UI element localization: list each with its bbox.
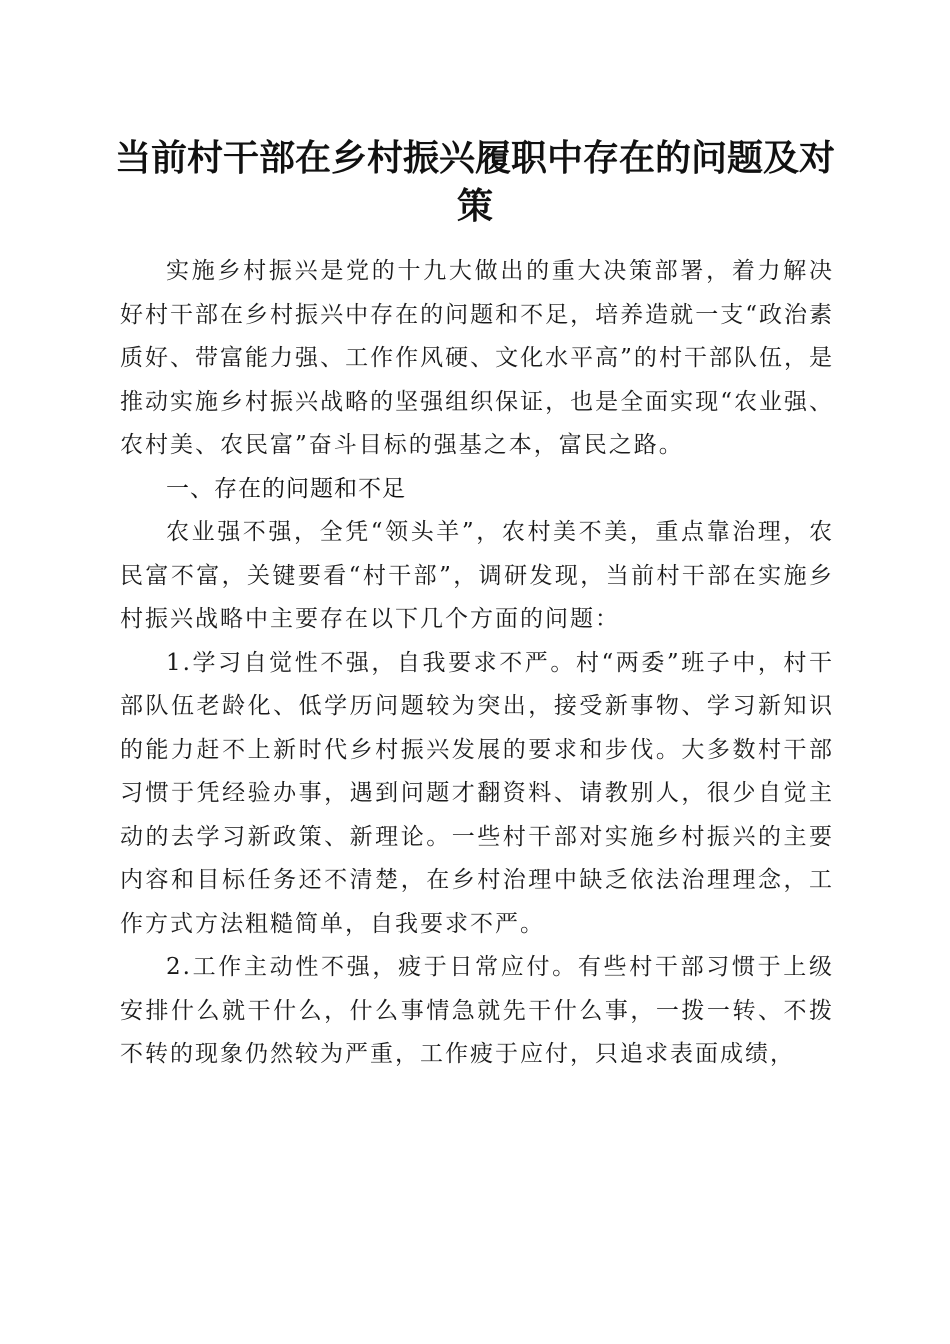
paragraph-item-2: 2.工作主动性不强，疲于日常应付。有些村干部习惯于上级安排什么就干什么，什么事情急就先干什么事，一拨一转、不拨不转的现象仍然较为严重，工作疲于应付，只追求表面成绩，: [120, 954, 834, 1067]
section-heading-problems: 一、存在的问题和不足: [166, 475, 406, 502]
paragraph-item-1: 1.学习自觉性不强，自我要求不严。村“两委”班子中，村干部队伍老龄化、低学历问题较为突出，接受新事物、学习新知识的能力赶不上新时代乡村振兴发展的要求和步伐。大多数村干部习惯于凭经验办事，遇到问题才翻资料、请教别人，很少自觉主动的去学习新政策、新理论。一些村干部对实施乡村振兴的主要内容和目标任务还不清楚，在乡村治理中缺乏依法治理理念，工作方式方法粗糙简单，自我要求不严。: [120, 649, 834, 937]
document-title: 当前村干部在乡村振兴履职中存在的问题及对策: [114, 137, 835, 227]
paragraph-overview: 农业强不强，全凭“领头羊”，农村美不美，重点靠治理，农民富不富，关键要看“村干部”，调研发现，当前村干部在实施乡村振兴战略中主要存在以下几个方面的问题：: [120, 519, 834, 632]
document-body: [120, 250, 834, 1077]
paragraph-intro: 实施乡村振兴是党的十九大做出的重大决策部署，着力解决好村干部在乡村振兴中存在的问题和不足，培养造就一支“政治素质好、带富能力强、工作作风硬、文化水平高”的村干部队伍，是推动实施乡村振兴战略的坚强组织保证，也是全面实现“农业强、农村美、农民富”奋斗目标的强基之本，富民之路。: [120, 258, 834, 458]
